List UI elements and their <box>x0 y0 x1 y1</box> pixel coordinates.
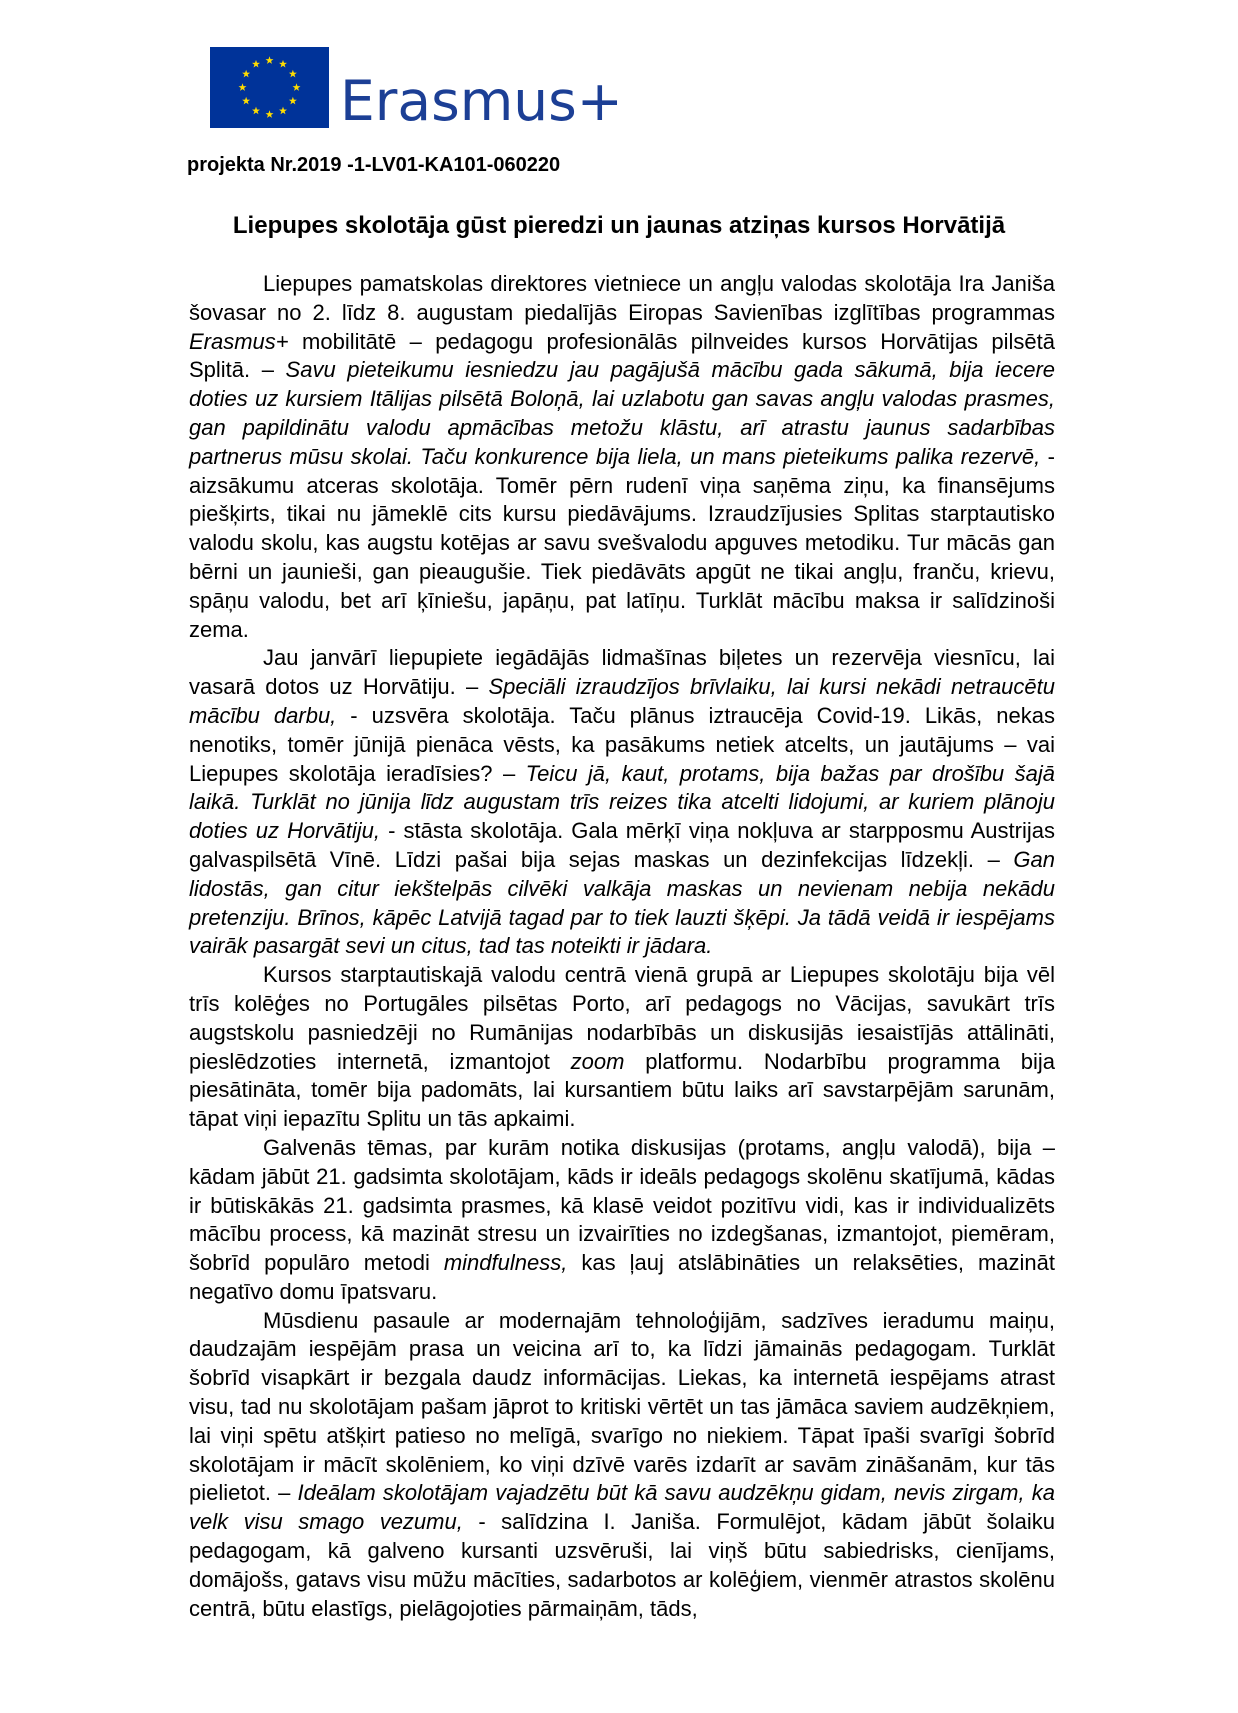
italic-quote-text: Ideālam skolotājam vajadzētu būt kā savu audzēkņu gidam, nevis zirgam, ka velk visu smago vezumu, <box>189 1480 1055 1535</box>
paragraph-text: Galvenās tēmas, par kurām notika diskusijas (protams, angļu valodā), bija – kādam jābūt 21. gadsimta skolotājam, kāds ir ideāls pedagogs skolēnu skatījumā, kādas ir būtiskākās 21. gadsimta prasmes, kā klasē veidot pozitīvu vidi, kas ir individualizēts mācību process, kā mazināt stresu un izvairīties no izdegšanas, izmantojot, piemēram, šobrīd populāro metodi <box>189 1134 1055 1276</box>
paragraph-text: kas ļauj atslābināties un relaksēties, mazināt negatīvo domu īpatsvaru. <box>189 1250 1055 1304</box>
star-icon <box>289 97 297 105</box>
article-body <box>189 270 1055 1623</box>
eu-flag-icon <box>210 47 329 128</box>
italic-quote-text: Speciāli izraudzījos brīvlaiku, lai kursi nekādi netraucētu mācību darbu, <box>189 674 1055 728</box>
article-paragraph <box>189 270 1055 644</box>
project-number: projekta Nr.2019 -1-LV01-KA101-060220 <box>187 154 561 176</box>
eu-stars-icon <box>210 47 329 128</box>
paragraph-text: - stāsta skolotāja. Gala mērķī viņa nokļuva ar starpposmu Austrijas galvaspilsētā Vīnē. Līdzi pašai bija sejas maskas un dezinfekcijas līdzekļi. – <box>189 818 1055 872</box>
star-icon <box>242 97 250 105</box>
paragraph-text: Mūsdienu pasaule ar modernajām tehnoloģijām, sadzīves ieradumu maiņu, daudzajām iespējām prasa un veicina arī to, ka līdzi jāmainās pedagogam. Turklāt šobrīd visapkārt ir bezgala daudz informācijas. Liekas, ka internetā iespējams atrast visu, tad nu skolotājam pašam jāprot to kritiski vērtēt un tas jāmāca saviem audzēkņiem, lai viņi spētu atšķirt patieso no melīgā, svarīgo no niekiem. Tāpat īpaši svarīgi šobrīd skolotājam ir mācīt skolēniem, ko viņi dzīvē varēs izdarīt ar savām zināšanām, kur tās pielietot. – <box>189 1307 1055 1506</box>
italic-quote-text: zoom <box>570 1048 625 1074</box>
italic-quote-text: Erasmus+ <box>189 328 289 354</box>
paragraph-text: - uzsvēra skolotāja. Taču plānus iztraucēja Covid-19. Likās, nekas nenotiks, tomēr jūnijā pienāca vēsts, ka pasākums netiek atcelts, un jautājums – vai Liepupes skolotāja ieradīsies? – <box>189 702 1056 786</box>
star-icon <box>252 60 260 68</box>
logo-text: Erasmus+ <box>340 69 623 133</box>
star-icon <box>242 70 250 78</box>
star-icon <box>279 60 287 68</box>
paragraph-text: Liepupes pamatskolas direktores vietniece un angļu valodas skolotāja Ira Janiša šovasar no 2. līdz 8. augustam piedalījās Eiropas Savienības izglītības programmas <box>189 271 1055 325</box>
star-icon <box>266 56 274 64</box>
article-paragraph <box>189 1134 1055 1307</box>
paragraph-text: Kursos starptautiskajā valodu centrā vienā grupā ar Liepupes skolotāju bija vēl trīs kolēģes no Portugāles pilsētas Porto, arī pedagogs no Vācijas, savukārt trīs augstskolu pasniedzēji no Rumānijas nodarbībās un diskusijās iesaistījās attālināti, pieslēdzoties internetā, izmantojot <box>189 962 1055 1074</box>
article-paragraph <box>189 644 1055 961</box>
paragraph-text: - aizsākumu atceras skolotāja. Tomēr pērn rudenī viņa saņēma ziņu, ka finansējums piešķirts, tikai nu jāmeklē cits kursu piedāvājums. Izraudzījusies Splitas starptautisko valodu skolu, kas augstu kotējas ar savu svešvalodu apguves metodiku. Tur mācās gan bērni un jaunieši, gan pieaugušie. Tiek piedāvāts apgūt ne tikai angļu, franču, krievu, spāņu valodu, bet arī ķīniešu, japāņu, pat latīņu. Turklāt mācību maksa ir salīdzinoši zema. <box>189 443 1055 642</box>
italic-quote-text: mindfulness, <box>443 1250 568 1276</box>
italic-quote-text: Savu pieteikumu iesniedzu jau pagājušā mācību gada sākumā, bija iecere doties uz kursiem Itālijas pilsētā Boloņā, lai uzlabotu gan savas angļu valodas prasmes, gan papildinātu valodu apmācības metožu klāstu, arī atrastu jaunus sadarbības partnerus mūsu skolai. Taču konkurence bija liela, un mans pieteikums palika rezervē, <box>189 357 1056 469</box>
article-paragraph <box>189 961 1055 1134</box>
paragraph-text: - salīdzina I. Janiša. Formulējot, kādam jābūt šolaiku pedagogam, kā galveno kursanti uzsvēruši, lai viņš būtu sabiedrisks, cienījams, domājošs, gatavs visu mūžu mācīties, sadarbotos ar kolēģiem, vienmēr atrastos skolēnu centrā, būtu elastīgs, pielāgojoties pārmaiņām, tāds, <box>189 1509 1055 1621</box>
article-headline: Liepupes skolotāja gūst pieredzi un jaunas atziņas kursos Horvātijā <box>232 212 1006 239</box>
paragraph-text: Jau janvārī liepupiete iegādājās lidmašīnas biļetes un rezervēja viesnīcu, lai vasarā dotos uz Horvātiju. – <box>189 645 1055 700</box>
erasmus-plus-logo <box>210 47 623 133</box>
star-icon <box>252 107 260 115</box>
star-icon <box>293 83 301 91</box>
italic-quote-text: Gan lidostās, gan citur iekštelpās cilvēki valkāja maskas un nevienam nebija nekādu pretenziju. Brīnos, kāpēc Latvijā tagad par to tiek lauzti šķēpi. Ja tādā veidā ir iespējams vairāk pasargāt sevi un citus, tad tas noteikti ir jādara. <box>189 846 1055 959</box>
paragraph-text: mobilitātē – pedagogu profesionālās pilnveides kursos Horvātijas pilsētā Splitā. – <box>189 328 1055 383</box>
star-icon <box>289 70 297 78</box>
paragraph-text: platformu. Nodarbību programma bija piesātināta, tomēr bija padomāts, lai kursantiem būtu laiks arī savstarpējām sarunām, tāpat viņi iepazītu Splitu un tās apkaimi. <box>189 1048 1055 1132</box>
star-icon <box>239 83 247 91</box>
star-icon <box>279 107 287 115</box>
italic-quote-text: Teicu jā, kaut, protams, bija bažas par drošību šajā laikā. Turklāt no jūnija līdz augustam trīs reizes tika atcelti lidojumi, ar kuriem plānoju doties uz Horvātiju, <box>189 760 1055 844</box>
article-paragraph <box>189 1307 1055 1624</box>
star-icon <box>266 110 274 118</box>
